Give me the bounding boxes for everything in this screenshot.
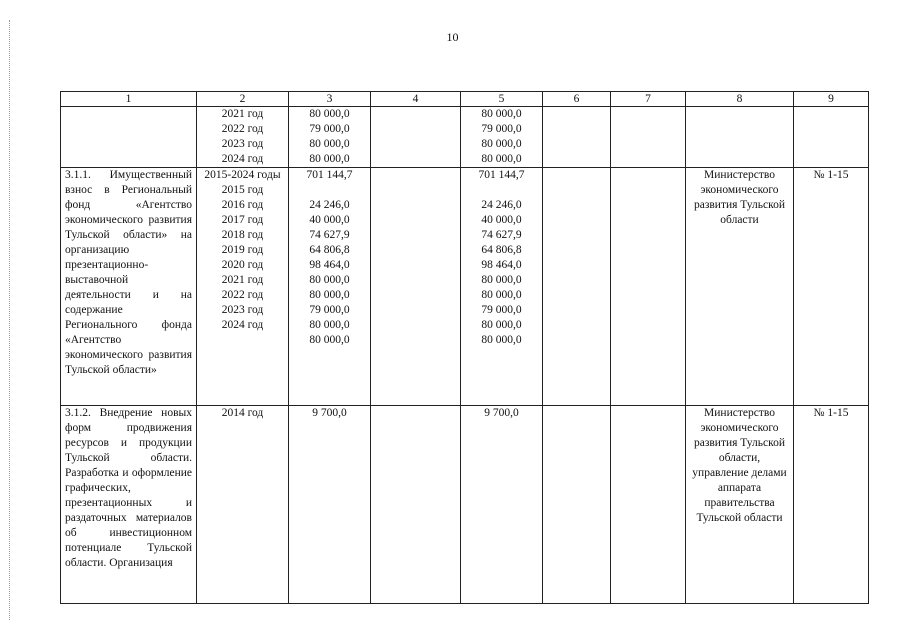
- table-cell: [371, 406, 461, 604]
- amount-line: 98 464,0: [481, 259, 522, 271]
- measure-name-cell: 3.1.2. Внедрение новых форм продвижения ресурсов и продукции Тульской области. Разработка и оформление графических, презентационных и раздаточных материалов об инвестиционном потенциале Тульской области. Организация: [61, 406, 197, 604]
- amount-line: 79 000,0: [309, 123, 350, 135]
- period-line: 2022 год: [221, 123, 264, 135]
- period-cell: [197, 406, 289, 604]
- amount-line: 80 000,0: [309, 138, 350, 150]
- amount-line: 701 144,7: [478, 169, 525, 181]
- amount-line: 79 000,0: [481, 304, 522, 316]
- column-header: 1: [61, 92, 197, 107]
- table-row: [61, 168, 869, 406]
- amount-line: 80 000,0: [309, 319, 350, 331]
- period-line: 2021 год: [221, 108, 264, 120]
- period-line: 2021 год: [221, 274, 264, 286]
- measure-name-cell: [61, 107, 197, 168]
- table-cell: [543, 107, 611, 168]
- table-cell: [371, 168, 461, 406]
- period-line: 2023 год: [221, 138, 264, 150]
- column-header: 5: [461, 92, 543, 107]
- amount-line: 98 464,0: [309, 259, 350, 271]
- amount-line: 64 806,8: [481, 244, 522, 256]
- amount-line: 74 627,9: [481, 229, 522, 241]
- page-number: 10: [446, 30, 459, 44]
- table-row: [61, 107, 869, 168]
- period-line: 2024 год: [221, 153, 264, 165]
- budget-table: [60, 91, 869, 604]
- amount-line: 80 000,0: [481, 289, 522, 301]
- amount-line: 80 000,0: [481, 274, 522, 286]
- total-amount-cell: [289, 107, 371, 168]
- table-cell: [611, 168, 686, 406]
- total-amount-cell: [289, 168, 371, 406]
- amount-line: 80 000,0: [481, 319, 522, 331]
- amount-line: 80 000,0: [481, 153, 522, 165]
- regional-budget-cell: [461, 406, 543, 604]
- amount-line: 74 627,9: [309, 229, 350, 241]
- period-line: 2022 год: [221, 289, 264, 301]
- indicator-cell: [794, 107, 869, 168]
- period-cell: [197, 168, 289, 406]
- period-line: 2017 год: [221, 214, 264, 226]
- amount-line: 9 700,0: [484, 407, 519, 419]
- column-header: 8: [686, 92, 794, 107]
- amount-line: 9 700,0: [312, 407, 347, 419]
- column-header: 7: [611, 92, 686, 107]
- period-line: 2015 год: [221, 184, 264, 196]
- amount-line: 24 246,0: [309, 199, 350, 211]
- table-cell: [543, 168, 611, 406]
- executor-cell: [686, 107, 794, 168]
- amount-line: 24 246,0: [481, 199, 522, 211]
- table-cell: [371, 107, 461, 168]
- amount-line: 40 000,0: [309, 214, 350, 226]
- period-line: 2023 год: [221, 304, 264, 316]
- column-header: 4: [371, 92, 461, 107]
- amount-line: 40 000,0: [481, 214, 522, 226]
- amount-line: 80 000,0: [481, 138, 522, 150]
- amount-line: 80 000,0: [481, 334, 522, 346]
- period-line: 2020 год: [221, 259, 264, 271]
- measure-name-cell: 3.1.1. Имущественный взнос в Региональный фонд «Агентство экономического развития Тульской области» на организацию презентационно-выставочной деятельности и на содержание Регионального фонда «Агентство экономического развития Тульской области»: [61, 168, 197, 406]
- executor-cell: Министерство экономического развития Тульской области: [686, 168, 794, 406]
- column-header: 3: [289, 92, 371, 107]
- amount-line: 64 806,8: [309, 244, 350, 256]
- period-line: 2015-2024 годы: [204, 169, 281, 181]
- table-row: [61, 406, 869, 604]
- period-cell: [197, 107, 289, 168]
- amount-line: 80 000,0: [309, 334, 350, 346]
- amount-line: 80 000,0: [481, 108, 522, 120]
- left-margin-dotted-line: [9, 20, 10, 620]
- period-line: 2019 год: [221, 244, 264, 256]
- period-line: 2014 год: [221, 407, 264, 419]
- period-line: 2018 год: [221, 229, 264, 241]
- indicator-cell: № 1-15: [794, 406, 869, 604]
- period-line: 2024 год: [221, 319, 264, 331]
- regional-budget-cell: [461, 107, 543, 168]
- column-header: 6: [543, 92, 611, 107]
- regional-budget-cell: [461, 168, 543, 406]
- amount-line: 80 000,0: [309, 289, 350, 301]
- column-header: 9: [794, 92, 869, 107]
- period-line: 2016 год: [221, 199, 264, 211]
- amount-line: 80 000,0: [309, 108, 350, 120]
- table-cell: [611, 107, 686, 168]
- amount-line: 80 000,0: [309, 153, 350, 165]
- total-amount-cell: [289, 406, 371, 604]
- amount-line: 701 144,7: [306, 169, 353, 181]
- executor-cell: Министерство экономического развития Тульской области, управление делами аппарата правительства Тульской области: [686, 406, 794, 604]
- amount-line: 79 000,0: [481, 123, 522, 135]
- amount-line: 79 000,0: [309, 304, 350, 316]
- table-header-row: [61, 92, 869, 107]
- indicator-cell: № 1-15: [794, 168, 869, 406]
- amount-line: 80 000,0: [309, 274, 350, 286]
- column-header: 2: [197, 92, 289, 107]
- table-cell: [543, 406, 611, 604]
- table-cell: [611, 406, 686, 604]
